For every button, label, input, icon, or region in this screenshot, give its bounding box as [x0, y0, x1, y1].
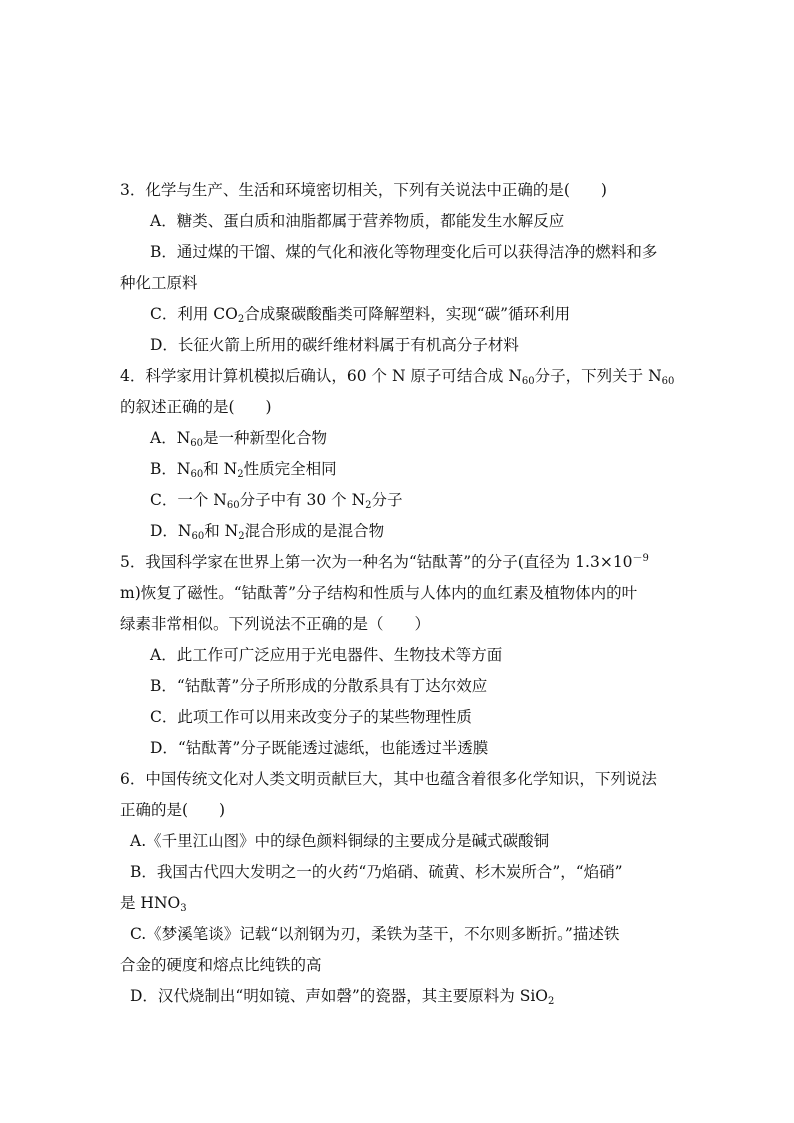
- question-3-stem: 3．化学与生产、生活和环境密切相关，下列有关说法中正确的是( ): [120, 181, 607, 199]
- question-3-option-c: C．利用 $CO_2$合成聚碳酸酯类可降解塑料，实现“碳”循环利用: [150, 305, 571, 325]
- question-5-option-c: C．此项工作可以用来改变分子的某些物理性质: [150, 708, 472, 726]
- question-6-option-b-line-2: 是 $HNO_3$: [120, 894, 187, 914]
- question-5-stem-line-1: 5．我国科学家在世界上第一次为一种名为“钴酞菁”的分子(直径为 $1.3\times 10^{-9}$: [120, 553, 649, 571]
- question-3-option-a: A．糖类、蛋白质和油脂都属于营养物质，都能发生水解反应: [150, 212, 565, 230]
- question-4-stem-line-1: 4．科学家用计算机模拟后确认，60 个 N 原子可结合成 $N_{60}$分子，下列关于 $N_{60}$: [120, 367, 675, 387]
- question-6-stem-line-1: 6．中国传统文化对人类文明贡献巨大，其中也蕴含着很多化学知识，下列说法: [120, 770, 657, 788]
- question-6-option-c-line-2: 合金的硬度和熔点比纯铁的高: [120, 956, 322, 974]
- question-3-option-b-line-1: B．通过煤的干馏、煤的气化和液化等物理变化后可以获得洁净的燃料和多: [150, 243, 658, 261]
- question-6-option-d: D．汉代烧制出“明如镜、声如磬”的瓷器，其主要原料为 SiO$_2$: [130, 987, 555, 1007]
- question-3-option-d: D．长征火箭上所用的碳纤维材料属于有机高分子材料: [150, 336, 519, 354]
- question-6-stem-line-2: 正确的是( ): [120, 801, 226, 819]
- question-6-option-c-line-1: C.《梦溪笔谈》记载“以剂钢为刃，柔铁为茎干，不尔则多断折。”描述铁: [130, 925, 620, 943]
- question-5-stem-line-3: 绿素非常相似。下列说法不正确的是（ ）: [120, 615, 431, 633]
- question-6-option-b-line-1: B．我国古代四大发明之一的火药“乃焰硝、硫黄、杉木炭所合”，“焰硝”: [130, 863, 623, 881]
- question-5-option-b: B．“钴酞菁”分子所形成的分散系具有丁达尔效应: [150, 677, 488, 695]
- question-5-option-a: A．此工作可广泛应用于光电器件、生物技术等方面: [150, 646, 503, 664]
- question-4-option-b: B．$N_{60}$和 $N_2$性质完全相同: [150, 460, 337, 480]
- question-5-stem-line-2: m)恢复了磁性。“钴酞菁”分子结构和性质与人体内的血红素及植物体内的叶: [120, 584, 638, 602]
- question-5-option-d: D．“钴酞菁”分子既能透过滤纸，也能透过半透膜: [150, 739, 489, 757]
- question-4-option-d: D．$N_{60}$和 $N_2$混合形成的是混合物: [150, 522, 385, 542]
- question-3-option-b-line-2: 种化工原料: [120, 274, 198, 292]
- question-4-option-a: A．$N_{60}$是一种新型化合物: [150, 429, 328, 449]
- question-4-stem-line-2: 的叙述正确的是( ): [120, 398, 272, 416]
- question-4-option-c: C．一个 $N_{60}$分子中有 30 个 $N_2$分子: [150, 491, 403, 511]
- question-6-option-a: A.《千里江山图》中的绿色颜料铜绿的主要成分是碱式碳酸铜: [130, 832, 550, 850]
